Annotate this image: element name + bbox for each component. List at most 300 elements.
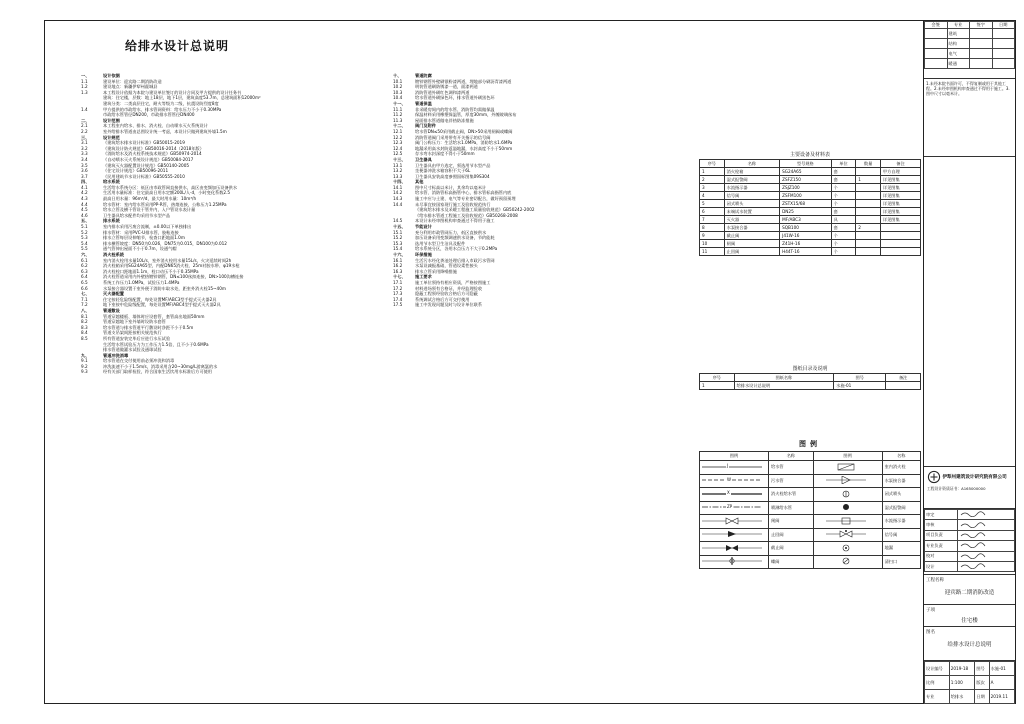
- legend-symbol: [816, 557, 876, 565]
- legend-symbol-cell: [813, 474, 882, 488]
- column-header: 数量: [856, 160, 881, 168]
- legend-symbol: [702, 557, 762, 565]
- page-title: 给排水设计总说明: [125, 39, 230, 53]
- legend-symbol-cell: [700, 461, 769, 475]
- column-header: 图纸名称: [734, 374, 834, 382]
- countersign-box: [924, 21, 1015, 79]
- note-number: 3.2: [81, 145, 88, 151]
- column-header: 备注: [880, 160, 920, 168]
- note-number: 4.6: [81, 212, 88, 218]
- meta-cell: 日期: [975, 690, 989, 704]
- drawing-name: 给排水设计总说明: [947, 642, 992, 648]
- countersign-label: [925, 29, 948, 39]
- note-number: 十三、: [393, 156, 406, 162]
- note-text: 阀门公称压力：生活给水1.0MPa，消防给水1.6MPa: [415, 140, 513, 146]
- table-row: [700, 208, 921, 216]
- role-label: 审核: [925, 520, 958, 530]
- legend-row: [700, 488, 921, 502]
- note-text: 最高日用水量：96m³/d，最大时用水量：10m³/h: [103, 196, 197, 202]
- table-cell: 个: [831, 248, 856, 256]
- note-number: 8.5: [81, 335, 88, 341]
- legend-symbol: [816, 463, 876, 471]
- company-logo-icon: [927, 470, 941, 484]
- note-number: 12.5: [393, 151, 403, 157]
- note-number: 6.1: [81, 257, 88, 263]
- blank-area: [924, 157, 1015, 467]
- table-cell: 具: [831, 216, 856, 224]
- note-text: 《建筑给水排水设计标准》GB50015-2019: [103, 140, 185, 146]
- note-text: 本工程设计依据为本院与建设单位签订的设计合同及甲方提供的设计任务书: [103, 89, 242, 95]
- legend-symbol: [816, 490, 876, 498]
- note-text: 消防管道阀门采用带有开关指示的信号阀: [415, 134, 491, 140]
- note-number: 9.3: [81, 369, 88, 375]
- legend-symbol-cell: [700, 555, 769, 569]
- legend-name: 湿式报警阀: [882, 501, 920, 515]
- countersign-header: 签字: [970, 22, 993, 29]
- project-label: 工程名称: [926, 578, 944, 583]
- note-number: 8.3: [81, 324, 88, 330]
- note-text: 保温材料采用橡塑保温管，厚度30mm，外缠玻璃丝布: [415, 112, 517, 118]
- role-row: [925, 510, 1015, 520]
- legend-symbol-cell: [813, 528, 882, 542]
- note-text: 消火栓栓口距地面1.1m，栓口动压不小于0.35MPa: [103, 268, 199, 274]
- note-number: 3.1: [81, 140, 88, 146]
- column-header: 序号: [700, 160, 725, 168]
- countersign-header: 专业: [947, 22, 970, 29]
- note-number: 17.5: [393, 302, 403, 308]
- note-text: 屋面排水管道做电伴热防冻措施: [415, 117, 474, 123]
- note-number: 9.1: [81, 358, 88, 364]
- note-number: 3.7: [81, 173, 88, 179]
- note-number: 14.4: [393, 201, 403, 207]
- note-number: 4.2: [81, 190, 88, 196]
- note-text: 选用节水型卫生洁具及配件: [415, 240, 466, 246]
- note-number: 九、: [81, 352, 90, 358]
- column-header: 型号规格: [780, 160, 832, 168]
- role-label: 设计: [925, 561, 958, 571]
- legend-symbol: [702, 530, 762, 538]
- table-cell: 详见图集: [880, 184, 920, 192]
- note-number: 十五、: [393, 224, 406, 230]
- note-text: 未尽事宜按国家现行施工及验收规范执行: [415, 201, 491, 207]
- note-text: 建设单位：迎宾路二期消防改造: [103, 78, 162, 84]
- legend-name: 信号阀: [882, 528, 920, 542]
- legend-symbol-label: W: [727, 476, 731, 482]
- countersign-signature: [970, 49, 993, 59]
- note-number: 2.2: [81, 128, 88, 134]
- company-box: [924, 467, 1015, 509]
- note-text: 管道冲洗消毒: [103, 352, 129, 358]
- countersign-label: [925, 49, 948, 59]
- note-number: 15.4: [393, 246, 403, 252]
- legend-symbol: [702, 544, 762, 552]
- sub-name: 住宅楼: [961, 618, 978, 624]
- table-cell: H44T-16: [780, 248, 832, 256]
- table-cell: 水施-01: [834, 382, 886, 390]
- note-text: 设计范围: [103, 117, 120, 123]
- note-number: 7.1: [81, 296, 88, 302]
- countersign-row: [925, 49, 1015, 59]
- note-text: 消火栓管道采用内外壁热镀锌钢管，DN≤100丝扣连接，DN>100沟槽连接: [103, 274, 244, 280]
- role-label: 校对: [925, 551, 958, 561]
- note-text: 系统工作压力1.0MPa，试验压力1.4MPa: [103, 279, 180, 285]
- note-number: 4.3: [81, 196, 88, 202]
- note-number: 四、: [81, 179, 90, 185]
- table-cell: [880, 240, 920, 248]
- note-text: 《消防给水及消火栓系统技术规范》GB50974-2014: [103, 151, 202, 157]
- legend-name: 喷淋给水管: [769, 501, 814, 515]
- note-text: 住宅按轻危险级配置，每处设置MF/ABC3型手提式灭火器2具: [103, 296, 217, 302]
- note-number: 三、: [81, 134, 90, 140]
- table-cell: 个: [831, 200, 856, 208]
- note-number: 3.6: [81, 168, 88, 174]
- meta-cell: 设计编号: [925, 662, 950, 676]
- role-label: 审定: [925, 510, 958, 520]
- project-name: 迎宾路二期消防改造: [944, 590, 995, 596]
- table-header-row: [700, 160, 921, 168]
- table-cell: 信号阀: [724, 192, 779, 200]
- legend-symbol-cell: [813, 555, 882, 569]
- note-number: 17.3: [393, 291, 403, 297]
- countersign-row: [925, 39, 1015, 49]
- table-cell: [856, 184, 881, 192]
- note-text: 给水管道与排水管道平行敷设时净距不小于0.5m: [103, 324, 194, 330]
- meta-box: [924, 661, 1015, 705]
- note-number: 9.2: [81, 363, 88, 369]
- legend-symbol: [702, 490, 762, 498]
- note-text: 甲方提供的市政给水、排水管网资料：给水压力不小于0.30MPa: [103, 106, 222, 112]
- note-text: 建筑分类：二类高层住宅，耐火等级为二级，抗震设防烈度8度: [103, 100, 219, 106]
- role-signature: [958, 561, 1015, 571]
- note-text: 给水系统分区，各用水点压力不大于0.2MPa: [415, 246, 498, 252]
- signature-mark: [959, 563, 987, 569]
- note-text: 给水管DN≤50采用截止阀，DN>50采用闸阀或蝶阀: [415, 128, 513, 134]
- note-text: 排水系统: [103, 218, 120, 224]
- countersign-label: [925, 39, 948, 49]
- note-number: 13.2: [393, 168, 403, 174]
- note-number: 二、: [81, 117, 90, 123]
- countersign-signature: [970, 29, 993, 39]
- signature-mark: [959, 542, 987, 548]
- table-cell: 灭火器: [724, 216, 779, 224]
- legend-name: 地漏: [882, 542, 920, 556]
- role-row: [925, 541, 1015, 551]
- role-label: 项目负责: [925, 530, 958, 540]
- note-number: 16.2: [393, 263, 403, 269]
- meta-cell: 专业: [925, 690, 950, 704]
- note-text: 《住宅设计规范》GB50096-2011: [103, 168, 169, 174]
- drawing-label: 图名: [926, 630, 935, 635]
- table-cell: 详见图集: [880, 176, 920, 184]
- legend-symbol-cell: [813, 542, 882, 556]
- meta-cell: A: [989, 676, 1014, 690]
- table-row: [700, 184, 921, 192]
- note-number: 11.1: [393, 106, 403, 112]
- meta-table: [924, 661, 1015, 704]
- note-text: 卫生器具由甲方选定，须选用节水型产品: [415, 162, 491, 168]
- note-number: 11.2: [393, 112, 403, 118]
- note-text: 管道防腐: [415, 73, 432, 78]
- note-text: 水泵接合器设置于室外便于消防车取水处，距室外消火栓15~40m: [103, 285, 226, 291]
- note-text: 生活用水量标准：住宅最高日用水定额200L/人·d，小时变化系数2.5: [103, 190, 231, 196]
- table-cell: 详见图集: [880, 200, 920, 208]
- note-text: 消火栓箱采用SG24A65型，内配DN65消火栓、25m衬胶水带、φ19水枪: [103, 263, 240, 269]
- legend-symbol-cell: [700, 515, 769, 529]
- title-block: [923, 21, 1015, 703]
- role-row: [925, 530, 1015, 540]
- legend-name: 止回阀: [769, 528, 814, 542]
- countersign-header: 日期: [992, 22, 1015, 29]
- role-signature: [958, 530, 1015, 540]
- notes-column-2: [393, 73, 693, 308]
- note-number: 十、: [393, 73, 402, 78]
- note-text: 镀锌钢管外壁刷银粉漆两道，埋地部分刷沥青漆两道: [415, 78, 512, 84]
- note-text: 《自动喷水灭火系统设计规范》GB50084-2017: [103, 156, 194, 162]
- table-row: [700, 232, 921, 240]
- table-cell: 截止阀: [724, 232, 779, 240]
- note-number: 5.3: [81, 235, 88, 241]
- legend-symbol-cell: [813, 501, 882, 515]
- drawing-name-box: [924, 627, 1015, 661]
- note-text: 施工单位须持有相应资质，严格按图施工: [415, 279, 491, 285]
- note-number: 4.4: [81, 201, 88, 207]
- legend-symbol-cell: [700, 474, 769, 488]
- signature-mark: [959, 553, 987, 559]
- meta-row: [925, 662, 1015, 676]
- role-row: [925, 520, 1015, 530]
- roles-table: [924, 509, 1015, 572]
- note-text: 《建筑给水排水及采暖工程施工质量验收规范》GB50242-2002: [415, 207, 535, 213]
- note-number: 15.2: [393, 235, 403, 241]
- table-cell: [856, 208, 881, 216]
- table-cell: 给排水设计总说明: [734, 382, 834, 390]
- legend-symbol: [816, 503, 876, 511]
- note-text: 灭火器配置: [103, 291, 124, 297]
- table-row: [700, 192, 921, 200]
- table-row: [700, 224, 921, 232]
- legend-header: 名称: [882, 452, 920, 461]
- role-signature: [958, 510, 1015, 520]
- table-cell: 6: [700, 208, 725, 216]
- legend-symbol-cell: [813, 488, 882, 502]
- legend-table: [699, 451, 921, 569]
- role-label: 专业负责: [925, 541, 958, 551]
- note-text: 本设计未经审图机构审查通过不得用于施工: [415, 218, 495, 224]
- table-header-row: [700, 374, 921, 382]
- note-number: 6.2: [81, 263, 88, 269]
- table-cell: 11: [700, 248, 725, 256]
- note-number: 10.3: [393, 89, 403, 95]
- table-row: [700, 176, 921, 184]
- sub-label: 子项: [926, 608, 935, 613]
- legend-header-row: [700, 452, 921, 461]
- note-number: 十四、: [393, 179, 406, 185]
- table-cell: 水泵接合器: [724, 224, 779, 232]
- note-text: 材料进场须有合格证，并经监理验收: [415, 285, 483, 291]
- note-number: 3.3: [81, 151, 88, 157]
- table-cell: [856, 192, 881, 200]
- table-row: [700, 216, 921, 224]
- table-cell: ZSTX15/68: [780, 200, 832, 208]
- table-cell: 1: [856, 176, 881, 184]
- table-cell: 详见图集: [880, 208, 920, 216]
- legend-name: 闭式喷头: [882, 488, 920, 502]
- note-text: 《建筑设计防火规范》GB50016-2014（2018年版）: [103, 145, 204, 151]
- legend-symbol: [702, 476, 762, 484]
- meta-row: [925, 690, 1015, 704]
- drawing-list-table: [699, 373, 921, 390]
- note-number: 12.3: [393, 140, 403, 146]
- note-number: 10.2: [393, 84, 403, 90]
- legend-name: 水流指示器: [882, 515, 920, 529]
- note-text: 《给水排水管道工程施工及验收规范》GB50268-2008: [415, 212, 518, 218]
- legend-symbol-cell: [700, 542, 769, 556]
- table-cell: 1: [700, 382, 735, 390]
- table-cell: 湿式报警阀: [724, 176, 779, 184]
- note-text: 排水立管采用降噪措施: [415, 268, 457, 274]
- note-text: 排水立管每层设伸缩节，检查口距地面1.0m: [103, 235, 185, 241]
- table-cell: 2: [700, 176, 725, 184]
- note-number: 12.4: [393, 145, 403, 151]
- table-cell: 详见图集: [880, 216, 920, 224]
- legend-header: 图例: [813, 452, 882, 461]
- note-number: 14.2: [393, 190, 403, 196]
- meta-cell: 版次: [975, 676, 989, 690]
- note-number: 1.1: [81, 78, 88, 84]
- legend-symbol-cell: [813, 515, 882, 529]
- countersign-signature: [970, 59, 993, 69]
- note-text: 存水弯水封深度不得小于50mm: [415, 151, 475, 157]
- countersign-discipline: 暖通: [947, 59, 970, 69]
- note-number: 十六、: [393, 252, 406, 257]
- legend-title: 图例: [799, 440, 821, 448]
- note-text: 设计依据: [103, 73, 120, 78]
- table-cell: MF/ABC3: [780, 216, 832, 224]
- table-cell: ZSJZ100: [780, 184, 832, 192]
- note-number: 1.3: [81, 89, 88, 95]
- meta-row: [925, 676, 1015, 690]
- drawing-sheet: [44, 20, 1016, 704]
- table-cell: 套: [831, 168, 856, 176]
- note-number: 一、: [81, 73, 90, 78]
- note-number: 8.1: [81, 313, 88, 319]
- meta-cell: 给排水: [949, 690, 975, 704]
- countersign-signature: [970, 39, 993, 49]
- meta-cell: 图号: [975, 662, 989, 676]
- note-text: 地漏采用高水封防返溢地漏，水封高度不小于50mm: [415, 145, 513, 151]
- legend-symbol: [702, 463, 762, 471]
- note-text: 《建筑灭火器配置设计规范》GB50140-2005: [103, 162, 190, 168]
- meta-cell: 2019.11: [989, 690, 1014, 704]
- table-row: [700, 248, 921, 256]
- role-signature: [958, 551, 1015, 561]
- note-number: 15.1: [393, 229, 403, 235]
- note-number: 八、: [81, 307, 90, 313]
- table-cell: 个: [831, 192, 856, 200]
- note-text: 消防管道外刷红色调和漆两道: [415, 89, 470, 95]
- notes-column-1: [81, 73, 391, 375]
- table-cell: [856, 240, 881, 248]
- note-text: 非采暖房间内的给水管、消防管均需做保温: [415, 106, 495, 112]
- note-number: 12.1: [393, 128, 403, 134]
- legend-name: 室内消火栓: [882, 461, 920, 475]
- note-number: 七、: [81, 291, 90, 297]
- note-text: 其他: [415, 179, 424, 185]
- note-number: 10.1: [393, 78, 403, 84]
- project-box: [924, 575, 1015, 605]
- note-text: 排水横管坡度：DN50为0.026，DN75为0.015，DN100为0.012: [103, 240, 227, 246]
- meta-cell: 比例: [925, 676, 950, 690]
- table-cell: 个: [831, 232, 856, 240]
- note-text: 本工程室内给水、排水、消火栓、自动喷水灭火系统设计: [103, 123, 208, 129]
- note-text: 生活给水系统分区：低区由市政管网直接供水，高区由变频加压设备供水: [103, 184, 238, 190]
- meta-cell: 2019-18: [949, 662, 975, 676]
- countersign-discipline: 建筑: [947, 29, 970, 39]
- table-cell: 1: [700, 168, 725, 176]
- note-text: 管道支吊架间距按相关规范执行: [103, 330, 162, 336]
- legend-name: 给水管: [769, 461, 814, 475]
- countersign-date: [992, 49, 1015, 59]
- company-note: 工程设计资质证书：A165000000: [927, 486, 986, 491]
- table-cell: 5: [700, 200, 725, 208]
- table-cell: 甲方自理: [880, 168, 920, 176]
- note-text: 《民用建筑节水设计标准》GB50555-2010: [103, 173, 185, 179]
- note-number: 7.2: [81, 302, 88, 308]
- column-header: 图号: [834, 374, 886, 382]
- drawing-list-caption: 图纸目录及说明: [792, 366, 828, 372]
- role-signature: [958, 520, 1015, 530]
- note-text: 节能设计: [415, 224, 432, 230]
- table-cell: 末端试水装置: [724, 208, 779, 216]
- legend-header: 名称: [769, 452, 814, 461]
- note-text: 水泵设减振基础，管道设柔性接头: [415, 263, 478, 269]
- legend-row: [700, 474, 921, 488]
- table-cell: 套: [831, 176, 856, 184]
- countersign-header-row: [925, 22, 1015, 29]
- legend-row: [700, 555, 921, 569]
- note-text: 地下室按中危险级配置，每处设置MF/ABC4型手提式灭火器2具: [103, 302, 221, 308]
- note-text: 室内排水采用污废合流制，±0.00以下单独排出: [103, 224, 192, 230]
- note-text: 明装管道刷防锈漆一道，面漆两道: [415, 84, 478, 90]
- role-signature: [958, 541, 1015, 551]
- table-cell: DN25: [780, 208, 832, 216]
- table-cell: SG24A65: [780, 168, 832, 176]
- note-text: 给水立管及横干管设于管井内，入户管设水表计量: [103, 207, 196, 213]
- countersign-discipline: 电气: [947, 49, 970, 59]
- note-text: 排水管材：采用PVC-U排水管，胶粘连接: [103, 229, 179, 235]
- table-cell: 套: [831, 208, 856, 216]
- meta-cell: 水施-01: [989, 662, 1014, 676]
- table-cell: 闭式喷头: [724, 200, 779, 208]
- table-cell: [856, 200, 881, 208]
- note-number: 17.1: [393, 279, 403, 285]
- note-text: 室外给排水管道由总图设计统一考虑，本设计只做到建筑外墙1.5m: [103, 128, 227, 134]
- note-text: 给水管道在交付使用前必须冲洗和消毒: [103, 358, 175, 364]
- note-text: 坐便器冲洗水箱容积不大于6L: [415, 168, 471, 174]
- note-number: 17.4: [393, 296, 403, 302]
- note-number: 15.3: [393, 240, 403, 246]
- note-text: 所有管道安装完毕后应进行水压试验: [103, 335, 171, 341]
- note-line: [393, 302, 693, 308]
- table-row: [700, 200, 921, 208]
- legend-row: [700, 528, 921, 542]
- table-cell: J41W-16: [780, 232, 832, 240]
- table-cell: 止回阀: [724, 248, 779, 256]
- legend-row: [700, 461, 921, 475]
- legend-name: 截止阀: [769, 542, 814, 556]
- note-number: 13.1: [393, 162, 403, 168]
- note-text: 环保措施: [415, 252, 432, 257]
